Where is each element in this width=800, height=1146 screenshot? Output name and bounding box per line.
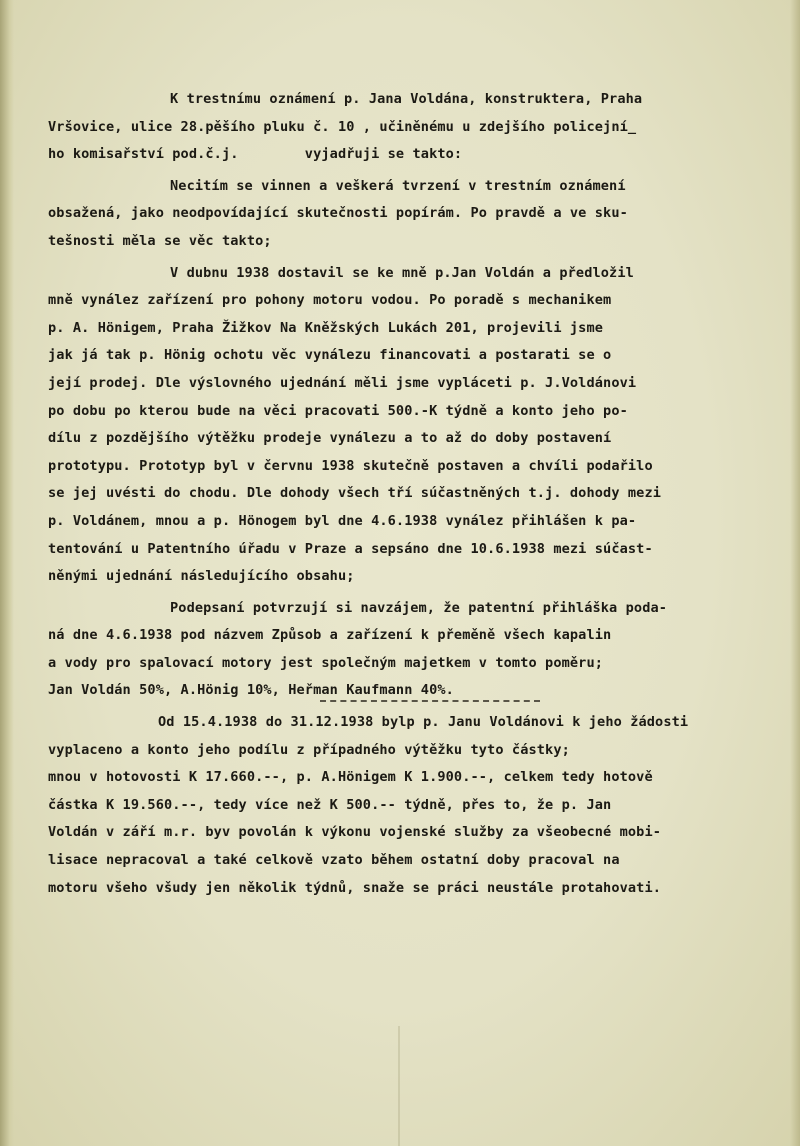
paragraph-4 xyxy=(48,595,778,705)
text-line: ná dne 4.6.1938 pod názvem Způsob a zařízení k přeměně všech kapalin xyxy=(48,627,612,644)
text-line: p. A. Hönigem, Praha Žižkov Na Kněžských Lukách 201, projevili jsme xyxy=(48,319,604,336)
paper-edge-right xyxy=(790,0,800,1146)
text-line: částka K 19.560.--, tedy více než K 500.-- týdně, přes to, že p. Jan xyxy=(48,796,612,813)
text-line: ho komisařství pod.č.j. vyjadřuji se takto: xyxy=(48,146,463,163)
text-line: Od 15.4.1938 do 31.12.1938 bylp p. Janu Voldánovi k jeho žádosti xyxy=(158,714,689,731)
text-line: vyplaceno a konto jeho podílu z případného výtěžku tyto částky; xyxy=(48,741,570,758)
text-line: dílu z pozdějšího výtěžku prodeje vynálezu a to až do doby postavení xyxy=(48,430,612,447)
text-line: její prodej. Dle výslovného ujednání měli jsme vypláceti p. J.Voldánovi xyxy=(48,374,637,391)
text-line: a vody pro spalovací motory jest společným majetkem v tomto poměru; xyxy=(48,654,604,671)
text-line: Voldán v září m.r. byv povolán k výkonu vojenské služby za všeobecné mobi- xyxy=(48,824,662,841)
text-line: obsažená, jako neodpovídající skutečnosti popírám. Po pravdě a ve sku- xyxy=(48,205,628,222)
paragraph-3 xyxy=(48,260,778,591)
text-line: po dobu po kterou bude na věci pracovati 500.-K týdně a konto jeho po- xyxy=(48,402,628,419)
text-line: se jej uvésti do chodu. Dle dohody všech tří súčastněných t.j. dohody mezi xyxy=(48,485,662,502)
typed-text xyxy=(48,86,778,902)
text-line: Necitím se vinnen a veškerá tvrzení v trestním oznámení xyxy=(170,177,626,194)
text-line: Podepsaní potvrzují si navzájem, že patentní přihláška poda- xyxy=(170,599,668,616)
text-line: motoru všeho všudy jen několik týdnů, snaže se práci neustále protahovati. xyxy=(48,879,662,896)
text-line: prototypu. Prototyp byl v červnu 1938 skutečně postaven a chvíli podařilo xyxy=(48,457,653,474)
typed-underline xyxy=(320,700,540,702)
text-line: K trestnímu oznámení p. Jana Voldána, konstruktera, Praha xyxy=(170,91,643,107)
text-line: Jan Voldán 50%, A.Hönig 10%, Heřman Kaufmann 40%. xyxy=(48,682,454,699)
text-line: mně vynález zařízení pro pohony motoru vodou. Po poradě s mechanikem xyxy=(48,292,612,309)
text-line: něnými ujednání následujícího obsahu; xyxy=(48,568,355,585)
text-line: mnou v hotovosti K 17.660.--, p. A.Hönigem K 1.900.--, celkem tedy hotově xyxy=(48,769,653,786)
paper-edge-left xyxy=(0,0,14,1146)
text-line: p. Voldánem, mnou a p. Hönogem byl dne 4.6.1938 vynález přihlášen k pa- xyxy=(48,512,637,529)
paragraph-1 xyxy=(48,86,778,169)
paper-fold xyxy=(398,1026,400,1146)
text-line: tentování u Patentního úřadu v Praze a sepsáno dne 10.6.1938 mezi súčast- xyxy=(48,540,653,557)
paragraph-5 xyxy=(48,709,778,902)
text-line: lisace nepracoval a také celkově vzato během ostatní doby pracoval na xyxy=(48,852,620,869)
text-line: jak já tak p. Hönig ochotu věc vynálezu financovati a postarati se o xyxy=(48,347,612,364)
text-line: tešnosti měla se věc takto; xyxy=(48,232,272,249)
text-line: V dubnu 1938 dostavil se ke mně p.Jan Voldán a předložil xyxy=(170,264,634,281)
text-line: Vršovice, ulice 28.pěšího pluku č. 10 , učiněnému u zdejšího policejní_ xyxy=(48,118,637,135)
paragraph-2 xyxy=(48,173,778,256)
